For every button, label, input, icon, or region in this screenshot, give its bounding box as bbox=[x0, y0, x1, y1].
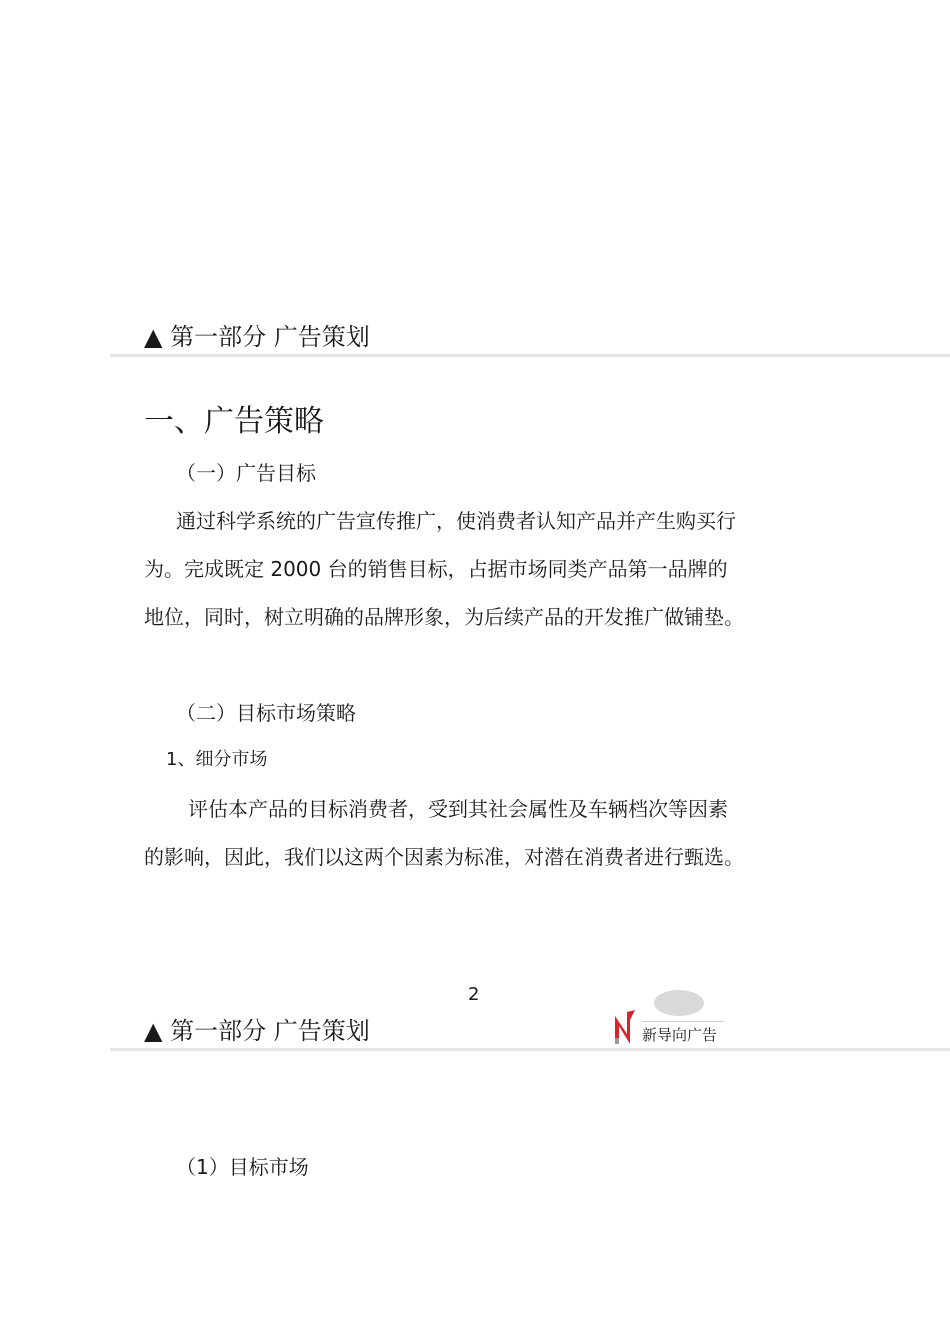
header-rule bbox=[110, 1048, 950, 1051]
page-number: 2 bbox=[468, 984, 480, 1005]
chapter-heading: 一、广告策略 bbox=[144, 404, 324, 439]
paragraph-line: 为。完成既定 2000 台的销售目标，占据市场同类产品第一品牌的 bbox=[144, 557, 728, 581]
logo-n-icon bbox=[612, 1008, 638, 1046]
subheading-target-market: （二）目标市场策略 bbox=[176, 701, 356, 725]
section-header: ▲ 第一部分 广告策划 bbox=[144, 1017, 370, 1045]
paragraph-line: 的影响，因此，我们以这两个因素为标准，对潜在消费者进行甄选。 bbox=[144, 845, 744, 869]
subheading-segment: 1、细分市场 bbox=[166, 749, 268, 770]
item-target-market: （1）目标市场 bbox=[176, 1155, 309, 1179]
header-rule bbox=[110, 354, 950, 357]
paragraph-line: 通过科学系统的广告宣传推广，使消费者认知产品并产生购买行 bbox=[176, 509, 736, 533]
subheading-ad-goal: （一）广告目标 bbox=[176, 461, 316, 485]
logo-text: 新导向广告 bbox=[642, 1026, 718, 1044]
paragraph-line: 地位，同时，树立明确的品牌形象，为后续产品的开发推广做铺垫。 bbox=[144, 605, 744, 629]
logo-oval-icon bbox=[654, 990, 704, 1016]
section-header: ▲ 第一部分 广告策划 bbox=[144, 323, 370, 351]
logo-underline bbox=[642, 1021, 724, 1022]
paragraph-line: 评估本产品的目标消费者，受到其社会属性及车辆档次等因素 bbox=[188, 797, 728, 821]
